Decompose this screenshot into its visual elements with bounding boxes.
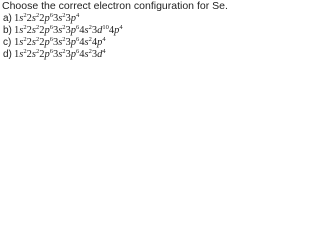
orbital-term <box>27 13 40 24</box>
electron-count: 4 <box>76 12 80 19</box>
subshell-letter: s <box>31 37 36 48</box>
orbital-term <box>92 25 109 36</box>
orbital-term <box>53 37 66 48</box>
electron-count: 4 <box>102 48 106 55</box>
electron-count: 6 <box>49 24 53 31</box>
subshell-letter: s <box>31 13 36 24</box>
electron-count: 10 <box>102 24 109 31</box>
principal-quantum-number: 2 <box>39 49 45 60</box>
orbital-term <box>27 25 40 36</box>
subshell-letter: s <box>84 25 89 36</box>
electron-count: 6 <box>76 36 80 43</box>
electron-count: 2 <box>35 12 40 19</box>
subshell-letter: s <box>19 37 24 48</box>
electron-count: 2 <box>35 48 40 55</box>
subshell-letter: s <box>58 25 63 36</box>
orbital-term <box>39 37 53 48</box>
orbital-term <box>109 25 123 36</box>
principal-quantum-number: 3 <box>52 13 59 24</box>
subshell-letter: p <box>70 37 77 48</box>
principal-quantum-number: 1 <box>14 25 20 36</box>
option-letter: c) <box>3 37 12 48</box>
principal-quantum-number: 3 <box>91 49 98 60</box>
option-letter: a) <box>3 13 12 24</box>
principal-quantum-number: 3 <box>52 37 59 48</box>
electron-count: 2 <box>88 24 92 31</box>
orbital-term <box>39 49 53 60</box>
subshell-letter: p <box>44 37 50 48</box>
electron-configuration <box>14 25 123 37</box>
electron-count: 2 <box>23 36 27 43</box>
orbital-term <box>53 49 66 60</box>
principal-quantum-number: 3 <box>65 25 71 36</box>
principal-quantum-number: 2 <box>39 25 45 36</box>
orbital-term <box>79 25 92 36</box>
principal-quantum-number: 4 <box>79 25 85 36</box>
principal-quantum-number: 4 <box>108 25 115 36</box>
subshell-letter: s <box>58 49 63 60</box>
subshell-letter: s <box>19 13 24 24</box>
electron-count: 2 <box>35 36 40 43</box>
electron-count: 6 <box>49 12 53 19</box>
orbital-term <box>79 49 92 60</box>
subshell-letter: p <box>70 49 77 60</box>
principal-quantum-number: 4 <box>79 37 85 48</box>
orbital-term <box>92 49 106 60</box>
electron-count: 2 <box>88 36 92 43</box>
orbital-term <box>14 37 27 48</box>
electron-count: 2 <box>23 12 27 19</box>
subshell-letter: s <box>84 37 89 48</box>
principal-quantum-number: 4 <box>79 49 85 60</box>
orbital-term <box>14 13 27 24</box>
principal-quantum-number: 4 <box>91 37 98 48</box>
electron-count: 4 <box>102 36 106 43</box>
subshell-letter: p <box>114 25 120 36</box>
electron-count: 2 <box>62 12 66 19</box>
orbital-term <box>66 25 80 36</box>
principal-quantum-number: 3 <box>65 37 71 48</box>
subshell-letter: p <box>70 25 77 36</box>
electron-count: 2 <box>23 24 27 31</box>
electron-count: 2 <box>62 24 66 31</box>
subshell-letter: p <box>44 13 50 24</box>
subshell-letter: d <box>97 25 103 36</box>
principal-quantum-number: 3 <box>52 49 59 60</box>
option-letter: d) <box>3 49 12 60</box>
orbital-term <box>79 37 92 48</box>
orbital-term <box>66 37 80 48</box>
subshell-letter: s <box>31 49 36 60</box>
principal-quantum-number: 2 <box>26 37 32 48</box>
orbital-term <box>27 49 40 60</box>
electron-count: 6 <box>76 24 80 31</box>
subshell-letter: s <box>58 13 63 24</box>
orbital-term <box>66 49 80 60</box>
electron-count: 2 <box>62 36 66 43</box>
orbital-term <box>92 37 106 48</box>
principal-quantum-number: 3 <box>65 49 71 60</box>
subshell-letter: s <box>58 37 63 48</box>
electron-count: 2 <box>88 48 92 55</box>
principal-quantum-number: 1 <box>14 13 20 24</box>
question-text: Choose the correct electron configuration for Se. <box>2 0 228 12</box>
principal-quantum-number: 2 <box>26 49 32 60</box>
orbital-term <box>39 13 53 24</box>
electron-count: 6 <box>76 48 80 55</box>
electron-count: 2 <box>62 48 66 55</box>
principal-quantum-number: 1 <box>14 49 20 60</box>
subshell-letter: p <box>70 13 77 24</box>
electron-count: 6 <box>49 48 53 55</box>
subshell-letter: d <box>97 49 103 60</box>
subshell-letter: p <box>44 49 50 60</box>
principal-quantum-number: 2 <box>39 37 45 48</box>
principal-quantum-number: 3 <box>91 25 98 36</box>
electron-count: 2 <box>35 24 40 31</box>
subshell-letter: s <box>31 25 36 36</box>
principal-quantum-number: 3 <box>52 25 59 36</box>
orbital-term <box>53 25 66 36</box>
electron-count: 4 <box>119 24 123 31</box>
orbital-term <box>66 13 80 24</box>
subshell-letter: p <box>97 37 103 48</box>
subshell-letter: s <box>19 49 24 60</box>
answer-option-d[interactable] <box>3 49 123 61</box>
subshell-letter: s <box>84 49 89 60</box>
principal-quantum-number: 3 <box>65 13 71 24</box>
answer-options-list <box>3 13 123 61</box>
orbital-term <box>39 25 53 36</box>
electron-count: 6 <box>49 36 53 43</box>
option-letter: b) <box>3 25 12 36</box>
principal-quantum-number: 2 <box>26 25 32 36</box>
electron-count: 2 <box>23 48 27 55</box>
principal-quantum-number: 2 <box>26 13 32 24</box>
subshell-letter: p <box>44 25 50 36</box>
principal-quantum-number: 2 <box>39 13 45 24</box>
orbital-term <box>14 25 27 36</box>
orbital-term <box>53 13 66 24</box>
subshell-letter: s <box>19 25 24 36</box>
electron-configuration <box>14 49 106 61</box>
orbital-term <box>27 37 40 48</box>
orbital-term <box>14 49 27 60</box>
principal-quantum-number: 1 <box>14 37 20 48</box>
